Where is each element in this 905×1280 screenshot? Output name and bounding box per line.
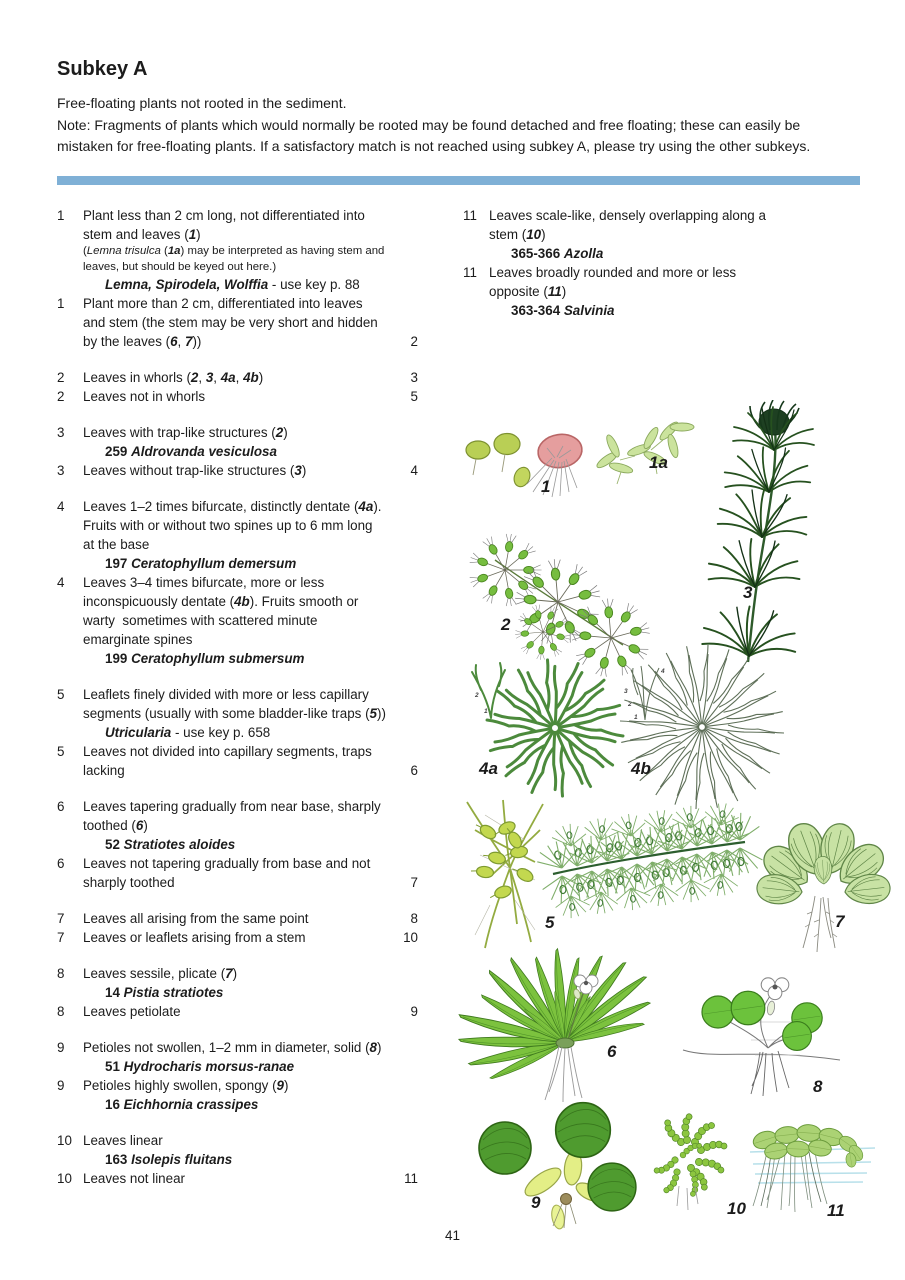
key-text-segment: Leaves with trap-like structures ( bbox=[83, 425, 276, 440]
key-result-line bbox=[83, 554, 418, 573]
key-lead-line bbox=[83, 742, 418, 761]
key-lead-line bbox=[489, 225, 793, 244]
key-entry bbox=[57, 1076, 418, 1114]
key-text-segment: ) bbox=[301, 463, 307, 478]
key-entry bbox=[57, 909, 418, 928]
key-text-segment: 3 bbox=[294, 463, 302, 478]
key-entry bbox=[57, 928, 418, 947]
key-entry bbox=[57, 1038, 418, 1076]
key-goto-number: 9 bbox=[410, 1004, 418, 1019]
key-lead-line bbox=[83, 387, 418, 406]
key-text-segment: 14 bbox=[105, 985, 124, 1000]
key-entry-body bbox=[83, 294, 418, 351]
key-result-line bbox=[83, 275, 418, 294]
key-entry-number: 10 bbox=[57, 1133, 72, 1148]
key-entry-number: 8 bbox=[57, 1004, 65, 1019]
key-lead-line bbox=[83, 611, 418, 630]
key-text-segment: 259 bbox=[105, 444, 132, 459]
key-lead-line bbox=[83, 592, 418, 611]
key-entry bbox=[57, 423, 418, 461]
key-goto-number: 11 bbox=[404, 1171, 418, 1186]
key-entry-body bbox=[83, 909, 418, 928]
key-result-line bbox=[83, 1095, 418, 1114]
figure-label-4b: 4b bbox=[631, 759, 651, 778]
figure-3-ceratophyllum-demersum bbox=[702, 400, 814, 662]
key-lead-line bbox=[489, 282, 793, 301]
figure-8-hydrocharis bbox=[683, 978, 840, 1096]
key-text-segment: ) bbox=[283, 1078, 289, 1093]
key-text-segment: 52 bbox=[105, 837, 124, 852]
key-text-segment: 7 bbox=[185, 334, 193, 349]
key-entry-body bbox=[83, 1076, 418, 1114]
key-text-segment: Leaves not divided into capillary segments, traps bbox=[83, 744, 372, 759]
key-entry bbox=[57, 206, 418, 294]
key-entry-number: 6 bbox=[57, 856, 65, 871]
key-result-line bbox=[83, 983, 418, 1002]
key-text-segment: stem ( bbox=[489, 227, 527, 242]
key-lead-line bbox=[489, 263, 793, 282]
key-text-segment: toothed ( bbox=[83, 818, 136, 833]
key-text-segment: sharply toothed bbox=[83, 875, 175, 890]
key-entry-number: 3 bbox=[57, 463, 65, 478]
key-text-segment: 2 bbox=[190, 370, 199, 385]
figure-label-6: 6 bbox=[607, 1042, 617, 1061]
figure-1-duckweeds bbox=[466, 420, 694, 497]
figure-label-8: 8 bbox=[813, 1077, 823, 1096]
key-lead-line bbox=[83, 573, 418, 592]
key-entry-body bbox=[83, 206, 418, 294]
key-goto-number: 8 bbox=[410, 911, 418, 926]
key-result-line bbox=[489, 244, 793, 263]
key-entry-number: 5 bbox=[57, 687, 65, 702]
key-text-segment: 4b bbox=[243, 370, 259, 385]
key-entry-body bbox=[83, 742, 418, 780]
key-text-segment: ) bbox=[541, 227, 546, 242]
key-entry bbox=[57, 685, 418, 742]
key-entry-body bbox=[83, 461, 418, 480]
key-lead-line bbox=[83, 854, 418, 873]
key-lead-line bbox=[83, 368, 418, 387]
key-entry-number: 7 bbox=[57, 930, 65, 945]
key-entry bbox=[57, 1002, 418, 1021]
key-text-segment: Leaves sessile, plicate ( bbox=[83, 966, 226, 981]
key-text-segment: Salvinia bbox=[563, 303, 615, 318]
section-divider-bar bbox=[57, 176, 860, 185]
figure-label-10: 10 bbox=[727, 1199, 746, 1218]
figure-4b-tick: 1 bbox=[634, 714, 638, 721]
key-entry-body bbox=[83, 1131, 418, 1169]
key-column-right bbox=[463, 206, 793, 320]
key-text-segment: 10 bbox=[526, 227, 542, 242]
key-text-segment: Leaflets finely divided with more or less capillary bbox=[83, 687, 369, 702]
key-text-segment: Hydrocharis morsus-ranae bbox=[123, 1059, 295, 1074]
key-text-segment: Plant more than 2 cm, differentiated into leaves bbox=[83, 296, 363, 311]
key-text-segment: 1 bbox=[188, 227, 197, 242]
key-text-segment: 1a bbox=[167, 245, 181, 257]
key-text-segment: emarginate spines bbox=[83, 632, 193, 647]
key-text-segment: 4b bbox=[234, 594, 250, 609]
key-entry-number: 11 bbox=[463, 265, 477, 280]
key-text-segment: 16 bbox=[105, 1097, 124, 1112]
figure-6-stratiotes bbox=[458, 948, 652, 1102]
key-text-segment: , bbox=[235, 370, 244, 385]
key-entry bbox=[57, 294, 418, 351]
key-entry bbox=[57, 742, 418, 780]
figure-4b-tick: 3 bbox=[624, 688, 628, 695]
key-entry-number: 9 bbox=[57, 1078, 65, 1093]
key-text-segment: Ceratophyllum demersum bbox=[131, 556, 297, 571]
key-text-segment: 4a bbox=[220, 370, 236, 385]
key-text-segment: ) bbox=[561, 284, 567, 299]
key-text-segment: 51 bbox=[105, 1059, 124, 1074]
key-entry bbox=[57, 1169, 418, 1188]
figure-label-7: 7 bbox=[835, 912, 845, 931]
page-number: 41 bbox=[444, 1228, 461, 1243]
key-text-segment: 197 bbox=[105, 556, 132, 571]
intro-paragraph bbox=[57, 93, 810, 158]
key-lead-line bbox=[83, 497, 418, 516]
key-entry-number: 3 bbox=[57, 425, 65, 440]
key-entry-number: 11 bbox=[463, 208, 477, 223]
key-text-segment: )) bbox=[376, 706, 386, 721]
key-text-segment: )) bbox=[192, 334, 202, 349]
key-lead-line bbox=[83, 1076, 418, 1095]
figure-4a-tick: 2 bbox=[475, 692, 479, 699]
key-text-segment: ) bbox=[377, 1040, 382, 1055]
key-lead-line bbox=[83, 461, 418, 480]
key-lead-line bbox=[83, 225, 418, 244]
key-entry bbox=[57, 1131, 418, 1169]
key-text-segment: 7 bbox=[225, 966, 233, 981]
intro-line: Free-floating plants not rooted in the sediment. bbox=[57, 95, 347, 111]
key-lead-line bbox=[83, 797, 418, 816]
key-text-segment: stem and leaves ( bbox=[83, 227, 189, 242]
key-text-segment: ). bbox=[373, 499, 382, 514]
key-lead-line bbox=[83, 516, 418, 535]
key-goto-number: 5 bbox=[410, 389, 418, 404]
key-lead-line bbox=[83, 761, 418, 780]
key-entry bbox=[57, 368, 418, 387]
key-entry-body bbox=[83, 964, 418, 1002]
key-lead-line bbox=[489, 206, 793, 225]
key-text-segment: , bbox=[198, 370, 206, 385]
key-text-segment: Leaves linear bbox=[83, 1133, 163, 1148]
key-text-segment: ) bbox=[258, 370, 264, 385]
key-text-segment: Leaves in whorls ( bbox=[83, 370, 191, 385]
key-entry-number: 8 bbox=[57, 966, 65, 981]
figures-panel bbox=[455, 400, 905, 1240]
key-entry bbox=[57, 854, 418, 892]
key-lead-line bbox=[83, 1169, 418, 1188]
key-text-segment: Isolepis fluitans bbox=[131, 1152, 233, 1167]
intro-line: mistaken for free-floating plants. If a satisfactory match is not reached using subkey A, please try using the other subkeys. bbox=[57, 138, 811, 154]
figure-4b-tick: 2 bbox=[628, 701, 632, 708]
key-text-segment: - use key p. 658 bbox=[171, 725, 271, 740]
key-entry bbox=[463, 263, 793, 320]
key-result-line bbox=[83, 835, 418, 854]
key-entry-body bbox=[489, 263, 793, 320]
key-entry bbox=[57, 964, 418, 1002]
key-lead-line bbox=[83, 313, 418, 332]
key-entry-number: 6 bbox=[57, 799, 65, 814]
key-goto-number: 7 bbox=[410, 875, 418, 890]
key-entry bbox=[57, 573, 418, 668]
key-entry-number: 9 bbox=[57, 1040, 65, 1055]
key-text-segment: 11 bbox=[547, 284, 562, 299]
key-entry-number: 7 bbox=[57, 911, 65, 926]
key-text-segment: at the base bbox=[83, 537, 150, 552]
key-text-segment: Leaves tapering gradually from near base, sharply bbox=[83, 799, 381, 814]
key-text-segment: Utricularia bbox=[105, 725, 172, 740]
figure-label-3: 3 bbox=[743, 583, 753, 602]
key-result-line bbox=[83, 1150, 418, 1169]
key-text-segment: 9 bbox=[276, 1078, 284, 1093]
key-text-segment: Petioles not swollen, 1–2 mm in diameter, solid ( bbox=[83, 1040, 370, 1055]
key-text-segment: inconspicuously dentate ( bbox=[83, 594, 235, 609]
key-entry-body bbox=[83, 854, 418, 892]
key-text-segment: by the leaves ( bbox=[83, 334, 171, 349]
key-text-segment: ). Fruits smooth or bbox=[249, 594, 359, 609]
key-text-segment: Leaves scale-like, densely overlapping along a bbox=[489, 208, 766, 223]
key-goto-number: 2 bbox=[410, 334, 418, 349]
key-text-segment: 3 bbox=[205, 370, 214, 385]
key-text-segment: 6 bbox=[135, 818, 144, 833]
page-title: Subkey A bbox=[57, 58, 148, 80]
figure-4b-ceratophyllum-submersum-leaf bbox=[619, 644, 784, 809]
figure-label-9: 9 bbox=[531, 1193, 541, 1212]
figure-4b-tick: 4 bbox=[661, 668, 665, 675]
key-lead-line bbox=[83, 1002, 418, 1021]
key-goto-number: 4 bbox=[410, 463, 418, 478]
key-entry-body bbox=[489, 206, 793, 263]
key-text-segment: ( bbox=[83, 245, 87, 257]
key-entry bbox=[57, 387, 418, 406]
key-text-segment: ) bbox=[283, 425, 288, 440]
figure-5-utricularia bbox=[467, 800, 763, 948]
key-lead-line bbox=[83, 423, 418, 442]
key-text-segment: Leaves not tapering gradually from base and not bbox=[83, 856, 371, 871]
key-lead-line bbox=[83, 206, 418, 225]
key-text-segment: Plant less than 2 cm long, not differentiated into bbox=[83, 208, 365, 223]
figure-10-azolla bbox=[652, 1113, 747, 1218]
key-entry-number: 10 bbox=[57, 1171, 72, 1186]
key-entry-body bbox=[83, 423, 418, 461]
key-entry-body bbox=[83, 928, 418, 947]
key-entry-body bbox=[83, 1002, 418, 1021]
key-text-segment: 199 bbox=[105, 651, 132, 666]
key-text-segment: Eichhornia crassipes bbox=[123, 1097, 259, 1112]
key-result-line bbox=[83, 442, 418, 461]
key-text-segment: Ceratophyllum submersum bbox=[131, 651, 305, 666]
key-text-segment: opposite ( bbox=[489, 284, 548, 299]
key-entry bbox=[57, 797, 418, 854]
key-text-segment: leaves, but should be keyed out here.) bbox=[83, 260, 277, 273]
key-text-segment: Leaves broadly rounded and more or less bbox=[489, 265, 737, 280]
key-entry bbox=[57, 497, 418, 573]
key-entry bbox=[463, 206, 793, 263]
key-lead-line bbox=[83, 909, 418, 928]
key-text-segment: , bbox=[213, 370, 221, 385]
key-entry-body bbox=[83, 1169, 418, 1188]
key-result-line bbox=[83, 1057, 418, 1076]
key-result-line bbox=[83, 723, 418, 742]
figure-7-pistia bbox=[756, 819, 892, 952]
key-text-segment: Aldrovanda vesiculosa bbox=[131, 444, 277, 459]
key-lead-line bbox=[83, 816, 418, 835]
key-entry-number: 1 bbox=[57, 208, 65, 223]
figure-label-11: 11 bbox=[827, 1201, 845, 1220]
key-lead-line bbox=[83, 873, 418, 892]
key-entry-body bbox=[83, 797, 418, 854]
key-entry-number: 2 bbox=[57, 389, 65, 404]
key-text-segment: 365-366 bbox=[511, 246, 564, 261]
key-column-left bbox=[57, 206, 418, 1188]
key-entry-number: 2 bbox=[57, 370, 65, 385]
figure-11-salvinia bbox=[750, 1124, 875, 1220]
key-text-segment: - use key p. 88 bbox=[268, 277, 360, 292]
key-lead-line bbox=[83, 704, 418, 723]
key-text-segment: 163 bbox=[105, 1152, 132, 1167]
figure-label-5: 5 bbox=[545, 913, 555, 932]
key-entry-number: 4 bbox=[57, 499, 65, 514]
key-text-segment: 5 bbox=[369, 706, 377, 721]
key-entry-body bbox=[83, 387, 418, 406]
lemna-trisulca-sprig bbox=[595, 420, 694, 484]
key-text-segment: ) bbox=[196, 227, 201, 242]
key-lead-line bbox=[83, 535, 418, 554]
key-result-line bbox=[489, 301, 793, 320]
key-entry-body bbox=[83, 1038, 418, 1076]
figure-9-eichhornia bbox=[479, 1103, 636, 1230]
key-goto-number: 6 bbox=[410, 763, 418, 778]
figure-label-1a: 1a bbox=[649, 453, 668, 472]
key-entry-body bbox=[83, 497, 418, 573]
key-text-segment: Leaves or leaflets arising from a stem bbox=[83, 930, 306, 945]
key-text-segment: Leaves petiolate bbox=[83, 1004, 181, 1019]
key-entry-number: 4 bbox=[57, 575, 65, 590]
figure-4a-ceratophyllum-demersum-leaf bbox=[472, 659, 623, 798]
key-text-segment: Azolla bbox=[563, 246, 604, 261]
key-lead-line bbox=[83, 1038, 418, 1057]
figure-4a-tick: 1 bbox=[484, 708, 488, 715]
key-text-segment: lacking bbox=[83, 763, 125, 778]
key-goto-number: 10 bbox=[403, 930, 418, 945]
key-lead-line bbox=[83, 964, 418, 983]
key-entry-body bbox=[83, 685, 418, 742]
key-text-segment: Leaves 1–2 times bifurcate, distinctly dentate ( bbox=[83, 499, 359, 514]
key-text-segment: ) bbox=[232, 966, 238, 981]
key-text-segment: Lemna trisulca bbox=[86, 245, 161, 257]
key-lead-line bbox=[83, 294, 418, 313]
key-text-segment: ) may be interpreted as having stem and bbox=[180, 245, 385, 257]
key-text-segment: 4a bbox=[358, 499, 374, 514]
figure-2-aldrovanda bbox=[469, 533, 660, 687]
key-text-segment: 2 bbox=[275, 425, 284, 440]
key-text-segment: Petioles highly swollen, spongy ( bbox=[83, 1078, 277, 1093]
key-entry bbox=[57, 461, 418, 480]
key-note-line bbox=[83, 244, 418, 260]
key-lead-line bbox=[83, 685, 418, 704]
key-entry-body bbox=[83, 368, 418, 387]
key-text-segment: Leaves not in whorls bbox=[83, 389, 206, 404]
figure-label-1: 1 bbox=[541, 477, 551, 496]
key-goto-number: 3 bbox=[410, 370, 418, 385]
key-entry-number: 5 bbox=[57, 744, 65, 759]
key-text-segment: Leaves all arising from the same point bbox=[83, 911, 309, 926]
intro-line: Note: Fragments of plants which would normally be rooted may be found detached and free floating; these can easily be bbox=[57, 116, 801, 133]
key-text-segment: warty sometimes with scattered minute bbox=[83, 613, 318, 628]
key-text-segment: 6 bbox=[170, 334, 178, 349]
key-text-segment: 8 bbox=[369, 1040, 377, 1055]
key-lead-line bbox=[83, 332, 418, 351]
key-text-segment: ) bbox=[143, 818, 148, 833]
key-entry-body bbox=[83, 573, 418, 668]
key-text-segment: Pistia stratiotes bbox=[123, 985, 224, 1000]
key-text-segment: Fruits with or without two spines up to 6 mm long bbox=[83, 518, 373, 533]
key-text-segment: 363-364 bbox=[511, 303, 564, 318]
key-text-segment: segments (usually with some bladder-like traps ( bbox=[83, 706, 370, 721]
key-lead-line bbox=[83, 630, 418, 649]
key-note-line bbox=[83, 260, 418, 276]
key-entry-number: 1 bbox=[57, 296, 65, 311]
key-lead-line bbox=[83, 928, 418, 947]
key-text-segment: and stem (the stem may be very short and hidden bbox=[83, 315, 378, 330]
key-text-segment: , bbox=[177, 334, 185, 349]
key-text-segment: Leaves not linear bbox=[83, 1171, 185, 1186]
figure-label-4a: 4a bbox=[479, 759, 498, 778]
figure-label-2: 2 bbox=[501, 615, 511, 634]
key-text-segment: Leaves without trap-like structures ( bbox=[83, 463, 295, 478]
key-text-segment: ( bbox=[160, 245, 168, 257]
key-lead-line bbox=[83, 1131, 418, 1150]
key-text-segment: Leaves 3–4 times bifurcate, more or less bbox=[83, 575, 325, 590]
key-result-line bbox=[83, 649, 418, 668]
key-text-segment: Lemna, Spirodela, Wolffia bbox=[105, 277, 269, 292]
key-text-segment: Stratiotes aloides bbox=[123, 837, 236, 852]
